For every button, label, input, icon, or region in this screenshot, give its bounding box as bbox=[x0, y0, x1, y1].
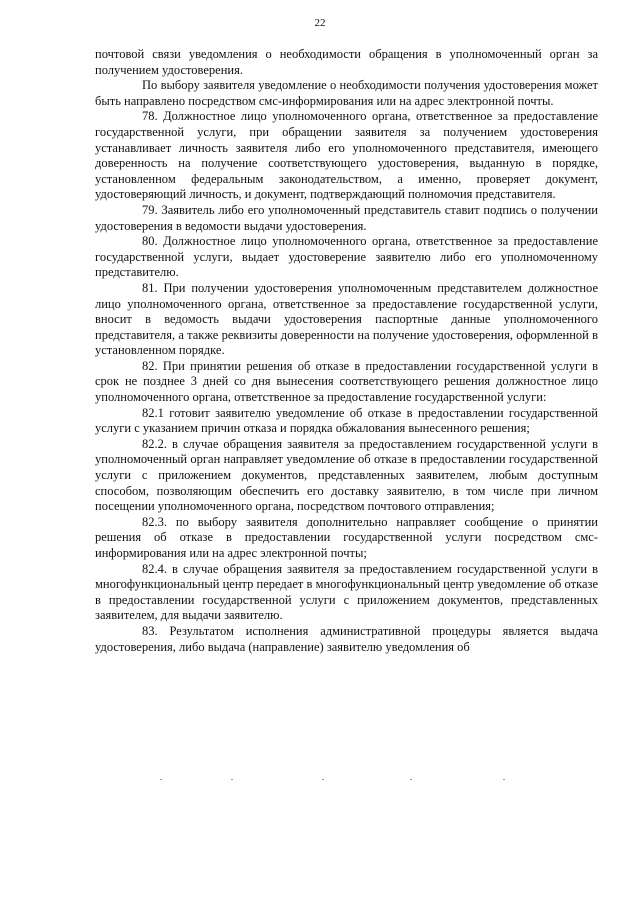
paragraph-82-2: 82.2. в случае обращения заявителя за предоставлением государственной услуги в уполномоченный орган направляет уведомление об отказе в предоставлении государственной услуги с приложением документов, представленных заявителем, любым доступным способом, позволяющим обеспечить его доставку заявителю, в том числе при личном посещении уполномоченного органа, посредством почтового отправления; bbox=[95, 436, 598, 514]
document-body bbox=[95, 47, 598, 655]
paragraph-81: 81. При получении удостоверения уполномоченным представителем должностное лицо уполномоченного органа, ответственное за предоставление государственной услуги, вносит в ведомость выдачи удостоверения паспортные данные уполномоченного представителя, а также реквизиты доверенности на получение удостоверения, оформленной в установленном порядке. bbox=[95, 280, 598, 358]
page-number: 22 bbox=[314, 17, 326, 29]
paragraph-continuation: почтовой связи уведомления о необходимости обращения в уполномоченный орган за получением удостоверения. bbox=[95, 47, 598, 77]
paragraph-notification-choice: По выбору заявителя уведомление о необходимости получения удостоверения может быть направлено посредством смс-информирования или на адрес электронной почты. bbox=[95, 78, 598, 108]
scan-speck bbox=[322, 779, 324, 780]
paragraph-78: 78. Должностное лицо уполномоченного органа, ответственное за предоставление государственной услуги, при обращении заявителя за получением удостоверения устанавливает личность заявителя либо его уполномоченного представителя, имеющего доверенность на получение соответствующего удостоверения, выданную в порядке, установленном федеральным законодательством, а именно, проверяет документ, удостоверяющий личность, и документ, подтверждающий полномочия представителя. bbox=[95, 109, 598, 202]
paragraph-79: 79. Заявитель либо его уполномоченный представитель ставит подпись о получении удостоверения в ведомости выдачи удостоверения. bbox=[95, 202, 598, 233]
scan-speck bbox=[160, 779, 162, 780]
scan-speck bbox=[231, 779, 233, 780]
scan-speck bbox=[503, 779, 505, 780]
paragraph-82-4: 82.4. в случае обращения заявителя за предоставлением государственной услуги в многофункциональный центр передает в многофункциональный центр уведомление об отказе в предоставлении государственной услуги с приложением документов, представленных заявителем, для выдачи заявителю. bbox=[95, 561, 598, 623]
paragraph-80: 80. Должностное лицо уполномоченного органа, ответственное за предоставление государственной услуги, выдает удостоверение заявителю либо его уполномоченному представителю. bbox=[95, 234, 598, 280]
paragraph-82-3: 82.3. по выбору заявителя дополнительно направляет сообщение о принятии решения об отказе в предоставлении государственной услуги посредством смс-информирования или на адрес электронной почты; bbox=[95, 514, 598, 560]
paragraph-82: 82. При принятии решения об отказе в предоставлении государственной услуги в срок не позднее 3 дней со дня вынесения соответствующего решения должностное лицо уполномоченного органа, ответственное за предоставление государственной услуги: bbox=[95, 358, 598, 405]
paragraph-83: 83. Результатом исполнения административной процедуры является выдача удостоверения, либо выдача (направление) заявителю уведомления об bbox=[95, 623, 598, 654]
paragraph-82-1: 82.1 готовит заявителю уведомление об отказе в предоставлении государственной услуги с указанием причин отказа и порядка обжалования вынесенного решения; bbox=[95, 405, 598, 436]
scan-speck bbox=[410, 779, 412, 780]
